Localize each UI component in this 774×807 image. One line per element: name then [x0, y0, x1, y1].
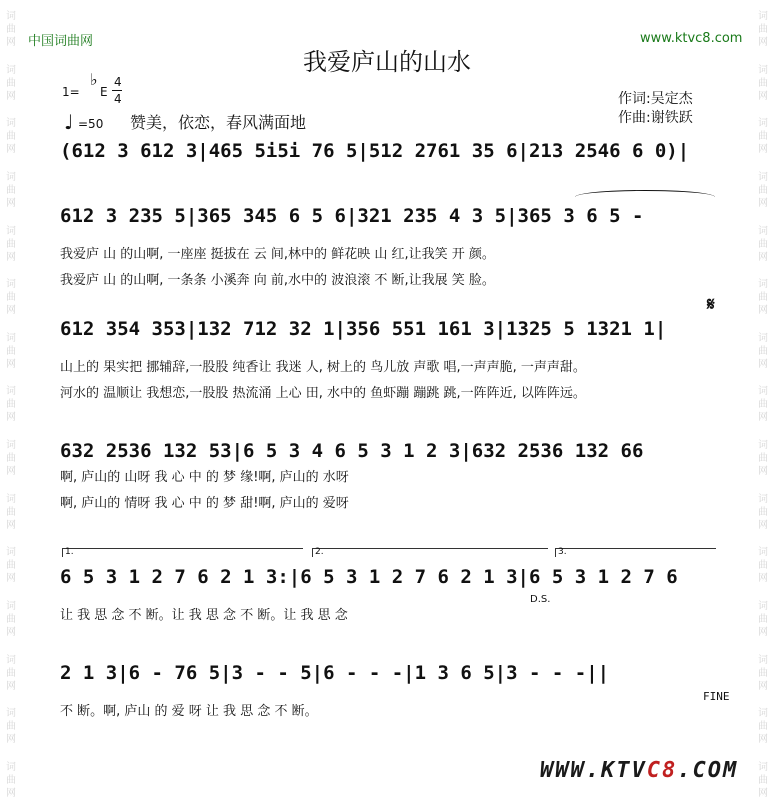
watermark-char: 词 — [6, 493, 16, 505]
watermark-char: 词 — [6, 64, 16, 76]
watermark-char: 词 — [758, 11, 768, 22]
watermark-char: 曲 — [6, 560, 16, 572]
watermark-char: 词 — [6, 761, 16, 773]
watermark-text — [2, 761, 20, 800]
tie-arc — [575, 190, 715, 197]
watermark-char: 词 — [758, 761, 768, 773]
watermark-text — [754, 278, 772, 317]
right-watermark-column — [754, 10, 772, 800]
watermark-text — [2, 385, 20, 424]
watermark-char: 曲 — [6, 774, 16, 786]
watermark-char: 网 — [758, 627, 768, 639]
score-row-1 — [60, 205, 720, 295]
watermark-text — [2, 654, 20, 693]
watermark-char: 曲 — [6, 667, 16, 679]
watermark-char: 曲 — [6, 399, 16, 411]
watermark-text — [2, 546, 20, 585]
watermark-char: 曲 — [758, 560, 768, 572]
watermark-text — [754, 707, 772, 746]
watermark-char: 词 — [6, 332, 16, 344]
watermark-char: 网 — [6, 519, 16, 531]
watermark-char: 网 — [6, 358, 16, 370]
watermark-char: 曲 — [6, 453, 16, 465]
volta-bracket-1 — [62, 548, 303, 557]
watermark-char: 网 — [6, 90, 16, 102]
watermark-char: 网 — [758, 573, 768, 585]
score-row-intro — [60, 140, 720, 180]
segno-icon: 𝄋 — [707, 294, 715, 315]
watermark-char: 网 — [6, 680, 16, 692]
watermark-char: 词 — [758, 332, 768, 344]
watermark-char: 曲 — [758, 614, 768, 626]
watermark-char: 曲 — [6, 614, 16, 626]
watermark-char: 网 — [6, 466, 16, 478]
watermark-char: 曲 — [758, 77, 768, 89]
watermark-char: 网 — [758, 197, 768, 209]
watermark-char: 网 — [758, 787, 768, 799]
watermark-char: 网 — [758, 144, 768, 156]
score-row-5 — [60, 662, 720, 722]
watermark-text — [754, 761, 772, 800]
tempo-note-icon: ♩ — [64, 110, 74, 134]
watermark-text — [2, 707, 20, 746]
key-note: E — [100, 85, 108, 99]
watermark-char: 词 — [758, 225, 768, 237]
watermark-char: 曲 — [758, 721, 768, 733]
logo-suffix: .COM — [677, 758, 739, 783]
lyric-verse-1: 啊, 庐山的 山呀 我 心 中 的 梦 缘!啊, 庐山的 水呀 — [60, 470, 349, 485]
watermark-char: 词 — [6, 386, 16, 398]
watermark-char: 曲 — [758, 345, 768, 357]
watermark-char: 曲 — [6, 721, 16, 733]
lyric-verse-2: 我爱庐 山 的山啊, 一条条 小溪奔 向 前,水中的 波浪滚 不 断,让我展 笑 脸。 — [60, 273, 495, 288]
watermark-text — [2, 171, 20, 210]
watermark-char: 词 — [758, 64, 768, 76]
notation-line: 612 3 235 5|365 345 6 5 6|321 235 4 3 5|365 3 6 5 - — [60, 205, 644, 227]
watermark-char: 曲 — [758, 506, 768, 518]
watermark-text — [754, 171, 772, 210]
time-signature-top: 4 — [114, 75, 122, 89]
lyric-verse-2: 河水的 温顺让 我想恋,一股股 热流涌 上心 田, 水中的 鱼虾蹦 蹦跳 跳,一阵阵近, 以阵阵远。 — [60, 386, 586, 401]
watermark-char: 曲 — [758, 399, 768, 411]
fine-mark: FINE — [703, 690, 730, 703]
watermark-char: 曲 — [6, 184, 16, 196]
song-title: 我爱庐山的山水 — [303, 48, 471, 76]
watermark-char: 网 — [6, 627, 16, 639]
watermark-char: 词 — [758, 440, 768, 452]
lyric-verse-1: 我爱庐 山 的山啊, 一座座 挺拔在 云 间,林中的 鲜花映 山 红,让我笑 开 颜。 — [60, 247, 495, 262]
watermark-char: 词 — [6, 440, 16, 452]
watermark-text — [2, 332, 20, 371]
watermark-text — [2, 600, 20, 639]
score-row-4 — [60, 566, 720, 626]
watermark-char: 词 — [758, 654, 768, 666]
watermark-text — [2, 117, 20, 156]
watermark-char: 词 — [6, 547, 16, 559]
dal-segno-mark: D.S. — [530, 594, 551, 605]
watermark-char: 网 — [758, 680, 768, 692]
site-url-right[interactable]: www.ktvc8.com — [640, 31, 743, 46]
watermark-text — [2, 439, 20, 478]
watermark-char: 词 — [6, 654, 16, 666]
site-name-left[interactable]: 中国词曲网 — [28, 34, 94, 49]
watermark-char: 词 — [6, 708, 16, 720]
lyric-verse-1: 山上的 果实把 挪辅辞,一股股 纯香让 我迷 人, 树上的 鸟儿放 声歌 唱,一声声脆, 一声声甜。 — [60, 360, 586, 375]
key-prefix: 1= — [62, 85, 80, 99]
watermark-char: 词 — [6, 225, 16, 237]
watermark-char: 曲 — [758, 774, 768, 786]
time-signature-divider — [112, 90, 122, 91]
watermark-char: 词 — [6, 279, 16, 291]
watermark-char: 曲 — [758, 667, 768, 679]
notation-line: 632 2536 132 53|6 5 3 4 6 5 3 1 2 3|632 2536 132 66 — [60, 440, 644, 462]
watermark-char: 网 — [6, 251, 16, 263]
watermark-char: 曲 — [758, 184, 768, 196]
logo-prefix: WWW.KTV — [540, 758, 647, 783]
watermark-text — [754, 493, 772, 532]
watermark-char: 词 — [758, 708, 768, 720]
notation-line: 612 354 353|132 712 32 1|356 551 161 3|1325 5 1321 1| — [60, 318, 667, 340]
watermark-text — [754, 654, 772, 693]
watermark-char: 网 — [6, 197, 16, 209]
composer-credit: 作曲:谢铁跃 — [618, 110, 693, 126]
watermark-text — [2, 278, 20, 317]
watermark-char: 曲 — [6, 131, 16, 143]
score-row-2 — [60, 318, 720, 408]
watermark-text — [754, 225, 772, 264]
watermark-char: 曲 — [6, 292, 16, 304]
watermark-char: 网 — [758, 734, 768, 746]
watermark-char: 网 — [6, 305, 16, 317]
watermark-char: 网 — [758, 305, 768, 317]
watermark-char: 词 — [758, 118, 768, 130]
lyric-verse-1: 不 断。啊, 庐山 的 爱 呀 让 我 思 念 不 断。 — [60, 704, 318, 719]
watermark-char: 曲 — [758, 453, 768, 465]
watermark-char: 网 — [758, 90, 768, 102]
tempo-value: =50 — [78, 117, 104, 131]
watermark-text — [754, 439, 772, 478]
watermark-char: 词 — [6, 601, 16, 613]
watermark-char: 网 — [758, 251, 768, 263]
watermark-char: 曲 — [6, 238, 16, 250]
watermark-char: 词 — [6, 171, 16, 183]
watermark-char: 网 — [758, 37, 768, 48]
notation-line: 2 1 3|6 - 76 5|3 - - 5|6 - - -|1 3 6 5|3 - - -|| — [60, 662, 610, 684]
watermark-char: 词 — [6, 118, 16, 130]
time-signature-bottom: 4 — [114, 92, 122, 106]
watermark-char: 网 — [758, 519, 768, 531]
watermark-char: 曲 — [6, 506, 16, 518]
watermark-char: 网 — [6, 144, 16, 156]
volta-label: 2. — [315, 547, 324, 557]
watermark-text — [754, 546, 772, 585]
volta-label: 3. — [558, 547, 567, 557]
volta-bracket-2 — [312, 548, 548, 557]
watermark-char: 曲 — [6, 24, 16, 35]
watermark-char: 曲 — [758, 238, 768, 250]
watermark-char: 曲 — [758, 24, 768, 35]
watermark-text — [754, 600, 772, 639]
watermark-char: 网 — [6, 412, 16, 424]
site-logo-bottom[interactable] — [540, 758, 738, 783]
watermark-text — [754, 117, 772, 156]
watermark-char: 网 — [6, 573, 16, 585]
lyricist-credit: 作词:吴定杰 — [618, 91, 693, 107]
left-watermark-column — [2, 10, 20, 800]
score-row-3 — [60, 440, 720, 520]
performance-direction: 赞美，依恋，春风满面地 — [130, 113, 307, 132]
watermark-char: 曲 — [6, 77, 16, 89]
watermark-char: 词 — [758, 493, 768, 505]
watermark-char: 网 — [758, 466, 768, 478]
notation-line: (612 3 612 3|465 5i5i 76 5|512 2761 35 6|213 2546 6 0)| — [60, 140, 690, 162]
watermark-text — [2, 225, 20, 264]
volta-bracket-3 — [555, 548, 716, 557]
watermark-char: 曲 — [758, 292, 768, 304]
watermark-char: 曲 — [758, 131, 768, 143]
key-flat-sign: ♭ — [90, 70, 98, 89]
notation-line: 6 5 3 1 2 7 6 2 1 3:|6 5 3 1 2 7 6 2 1 3|6 5 3 1 2 7 6 — [60, 566, 678, 588]
watermark-char: 词 — [758, 171, 768, 183]
watermark-char: 网 — [758, 412, 768, 424]
volta-label: 1. — [65, 547, 74, 557]
logo-c8: C8 — [646, 758, 678, 783]
watermark-char: 曲 — [6, 345, 16, 357]
watermark-char: 词 — [758, 601, 768, 613]
watermark-text — [754, 332, 772, 371]
watermark-text — [2, 493, 20, 532]
lyric-verse-2: 啊, 庐山的 情呀 我 心 中 的 梦 甜!啊, 庐山的 爱呀 — [60, 496, 349, 511]
watermark-char: 网 — [6, 37, 16, 48]
watermark-char: 词 — [6, 11, 16, 22]
watermark-text — [754, 385, 772, 424]
lyric-verse-1: 让 我 思 念 不 断。让 我 思 念 不 断。让 我 思 念 — [60, 608, 348, 623]
watermark-char: 网 — [6, 787, 16, 799]
watermark-char: 词 — [758, 547, 768, 559]
watermark-char: 词 — [758, 386, 768, 398]
watermark-char: 网 — [758, 358, 768, 370]
watermark-char: 词 — [758, 279, 768, 291]
watermark-char: 网 — [6, 734, 16, 746]
